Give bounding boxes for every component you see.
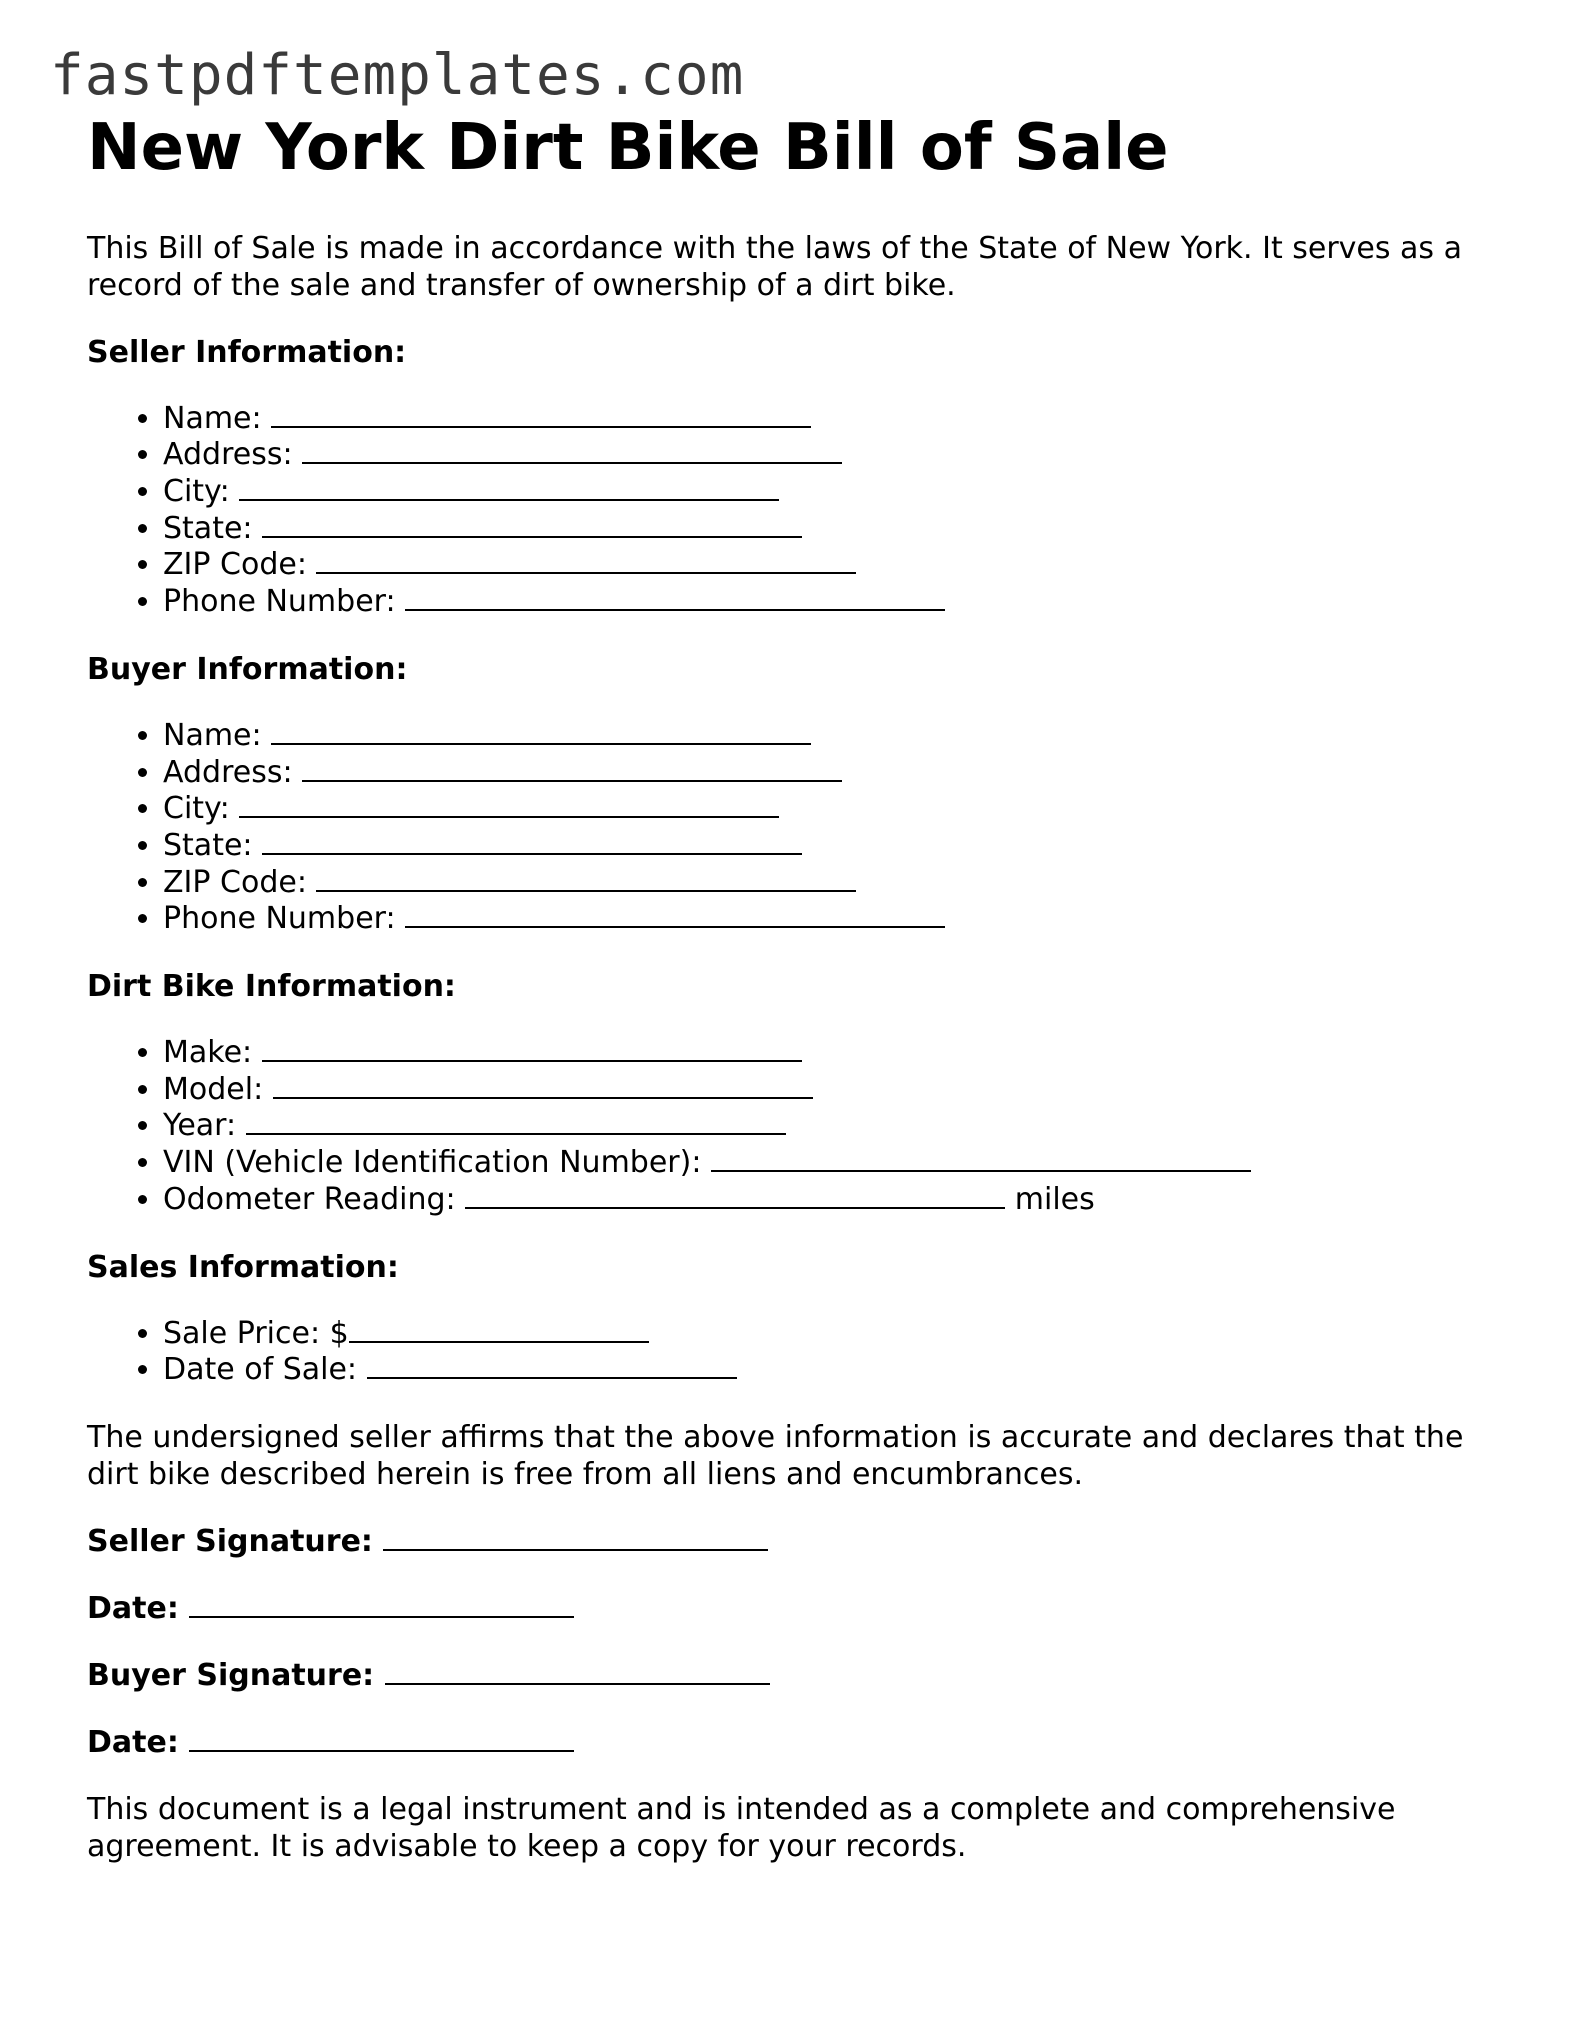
buyer-zip-item: • ZIP Code: [163, 865, 1487, 902]
seller-state-blank[interactable] [262, 512, 802, 538]
bike-odometer-item: • Odometer Reading: miles [163, 1182, 1487, 1219]
buyer-heading: Buyer Information: [87, 651, 408, 687]
buyer-signature-blank[interactable] [385, 1659, 770, 1685]
bike-vin-blank[interactable] [711, 1146, 1251, 1172]
bike-heading: Dirt Bike Information: [87, 969, 456, 1005]
intro-paragraph: This Bill of Sale is made in accordance with the laws of the State of New York. It serves as a record of the sale and transfer of ownership of a dirt bike. [87, 230, 1462, 303]
buyer-state-blank[interactable] [262, 829, 802, 855]
seller-signature-blank[interactable] [383, 1525, 768, 1551]
odometer-unit: miles [1014, 1181, 1095, 1217]
buyer-name-blank[interactable] [271, 719, 811, 745]
seller-phone-item: • Phone Number: [163, 584, 1487, 621]
buyer-date-row: Date: [87, 1724, 1487, 1761]
bike-year-blank[interactable] [246, 1109, 786, 1135]
seller-name-item: • Name: [163, 401, 1487, 438]
buyer-address-blank[interactable] [302, 756, 842, 782]
seller-fields [87, 401, 1487, 621]
buyer-phone-blank[interactable] [405, 902, 945, 928]
document-title: New York Dirt Bike Bill of Sale [87, 111, 1169, 185]
seller-date-row: Date: [87, 1590, 1487, 1627]
bike-make-blank[interactable] [262, 1036, 802, 1062]
buyer-signature-row: Buyer Signature: [87, 1657, 1487, 1694]
seller-address-item: • Address: [163, 437, 1487, 474]
seller-address-blank[interactable] [302, 438, 842, 464]
buyer-city-item: • City: [163, 791, 1487, 828]
bike-fields [87, 1035, 1487, 1219]
buyer-city-blank[interactable] [239, 792, 779, 818]
seller-signature-row: Seller Signature: [87, 1523, 1487, 1560]
bike-model-item: • Model: [163, 1072, 1487, 1109]
buyer-date-blank[interactable] [189, 1726, 574, 1752]
seller-zip-item: • ZIP Code: [163, 547, 1487, 584]
document-page [87, 112, 1487, 1865]
seller-heading: Seller Information: [87, 334, 407, 370]
sale-date-item: • Date of Sale: [163, 1352, 1487, 1389]
sales-fields [87, 1316, 1487, 1389]
seller-name-blank[interactable] [271, 402, 811, 428]
watermark: fastpdftemplates.com [50, 43, 745, 108]
bike-make-item: • Make: [163, 1035, 1487, 1072]
sale-price-blank[interactable] [349, 1317, 649, 1343]
seller-state-item: • State: [163, 511, 1487, 548]
seller-city-item: • City: [163, 474, 1487, 511]
buyer-state-item: • State: [163, 828, 1487, 865]
buyer-zip-blank[interactable] [316, 866, 856, 892]
buyer-phone-item: • Phone Number: [163, 901, 1487, 938]
sale-price-item: • Sale Price: $ [163, 1316, 1487, 1353]
buyer-name-item: • Name: [163, 718, 1487, 755]
bike-vin-item: • VIN (Vehicle Identification Number): [163, 1145, 1487, 1182]
sale-date-blank[interactable] [367, 1353, 737, 1379]
affirmation-paragraph: The undersigned seller affirms that the above information is accurate and declares that the dirt bike described herein is free from all liens and encumbrances. [87, 1419, 1464, 1492]
bike-year-item: • Year: [163, 1108, 1487, 1145]
seller-zip-blank[interactable] [316, 548, 856, 574]
seller-city-blank[interactable] [239, 475, 779, 501]
bike-model-blank[interactable] [273, 1073, 813, 1099]
sales-heading: Sales Information: [87, 1249, 399, 1285]
seller-phone-blank[interactable] [405, 585, 945, 611]
closing-paragraph: This document is a legal instrument and is intended as a complete and comprehensive agreement. It is advisable to keep a copy for your records. [87, 1791, 1396, 1864]
bike-odometer-blank[interactable] [465, 1183, 1005, 1209]
buyer-address-item: • Address: [163, 755, 1487, 792]
buyer-fields [87, 718, 1487, 938]
seller-date-blank[interactable] [189, 1592, 574, 1618]
